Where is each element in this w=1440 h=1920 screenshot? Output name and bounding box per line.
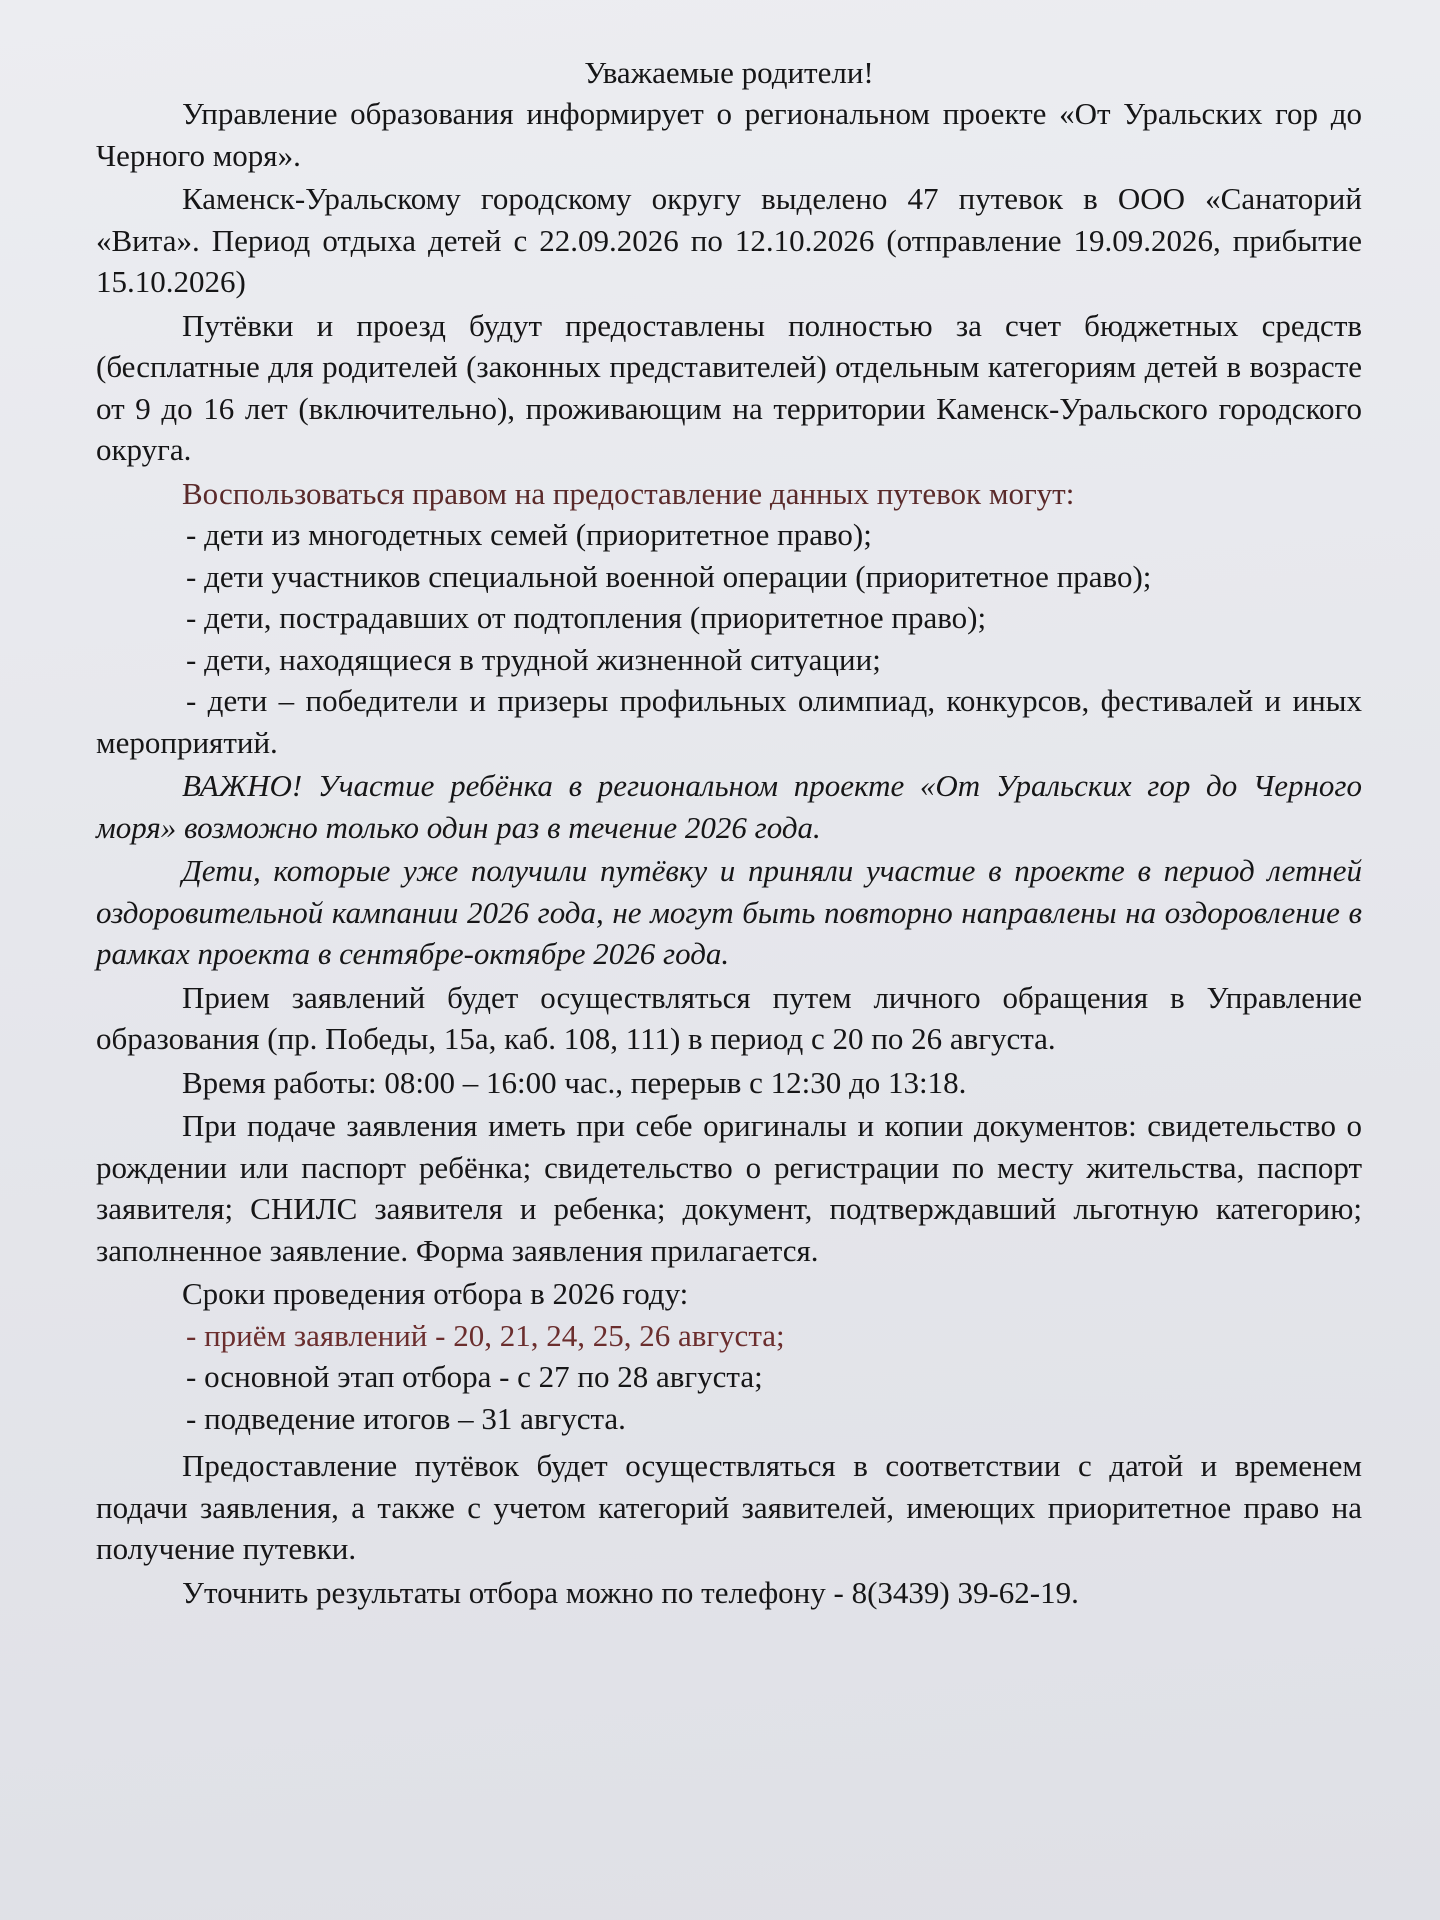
schedule-item: - основной этап отбора - с 27 по 28 августа;	[186, 1359, 763, 1394]
schedule-list	[96, 1315, 1362, 1440]
allocation-paragraph: Каменск-Уральскому городскому округу выделено 47 путевок в ООО «Санаторий «Вита». Период отдыха детей с 22.09.2026 по 12.10.2026 (отправление 19.09.2026, прибытие 15.10.2026)	[96, 181, 1362, 299]
document-title: Уважаемые родители!	[584, 55, 874, 90]
schedule-item: - приём заявлений - 20, 21, 24, 25, 26 августа;	[186, 1317, 785, 1353]
working-hours: Время работы: 08:00 – 16:00 час., перерыв с 12:30 до 13:18.	[182, 1064, 967, 1100]
eligibility-item: - дети участников специальной военной операции (приоритетное право);	[186, 558, 1152, 594]
contact-paragraph: Уточнить результаты отбора можно по телефону - 8(3439) 39-62-19.	[182, 1574, 1079, 1610]
schedule-item: - подведение итогов – 31 августа.	[186, 1400, 626, 1436]
eligibility-list	[96, 514, 1362, 763]
provision-paragraph: Предоставление путёвок будет осуществляться в соответствии с датой и временем подачи заявления, а также с учетом категорий заявителей, имеющих приоритетное право на получение путевки.	[96, 1448, 1362, 1566]
applications-paragraph: Прием заявлений будет осуществляться путем личного обращения в Управление образования (пр. Победы, 15а, каб. 108, 111) в период с 20 по 26 августа.	[96, 979, 1362, 1056]
eligibility-heading: Воспользоваться правом на предоставление данных путевок могут:	[182, 475, 1075, 511]
funding-paragraph: Путёвки и проезд будут предоставлены полностью за счет бюджетных средств (бесплатные для родителей (законных представителей) отдельным категориям детей в возрасте от 9 до 16 лет (включительно), проживающим на территории Каменск-Уральского городского округа.	[96, 307, 1362, 467]
eligibility-item: - дети – победители и призеры профильных олимпиад, конкурсов, фестивалей и иных мероприятий.	[96, 683, 1362, 760]
documents-paragraph: При подаче заявления иметь при себе оригиналы и копии документов: свидетельство о рождении или паспорт ребёнка; свидетельство о регистрации по месту жительства, паспорт заявителя; СНИЛС заявителя и ребенка; документ, подтверждавший льготную категорию; заполненное заявление. Форма заявления прилагается.	[96, 1108, 1362, 1268]
eligibility-item: - дети, находящиеся в трудной жизненной ситуации;	[186, 641, 881, 677]
important-note: Дети, которые уже получили путёвку и приняли участие в проекте в период летней оздоровительной кампании 2026 года, не могут быть повторно направлены на оздоровление в рамках проекта в сентябре-октябре 2026 года.	[96, 853, 1362, 971]
intro-paragraph: Управление образования информирует о региональном проекте «От Уральских гор до Черного моря».	[96, 96, 1362, 173]
eligibility-item: - дети, пострадавших от подтопления (приоритетное право);	[186, 600, 987, 635]
schedule-heading: Сроки проведения отбора в 2026 году:	[182, 1276, 689, 1311]
important-notes	[96, 765, 1362, 975]
eligibility-item: - дети из многодетных семей (приоритетное право);	[186, 517, 872, 552]
important-note: ВАЖНО! Участие ребёнка в региональном проекте «От Уральских гор до Черного моря» возможно только один раз в течение 2026 года.	[96, 768, 1362, 845]
